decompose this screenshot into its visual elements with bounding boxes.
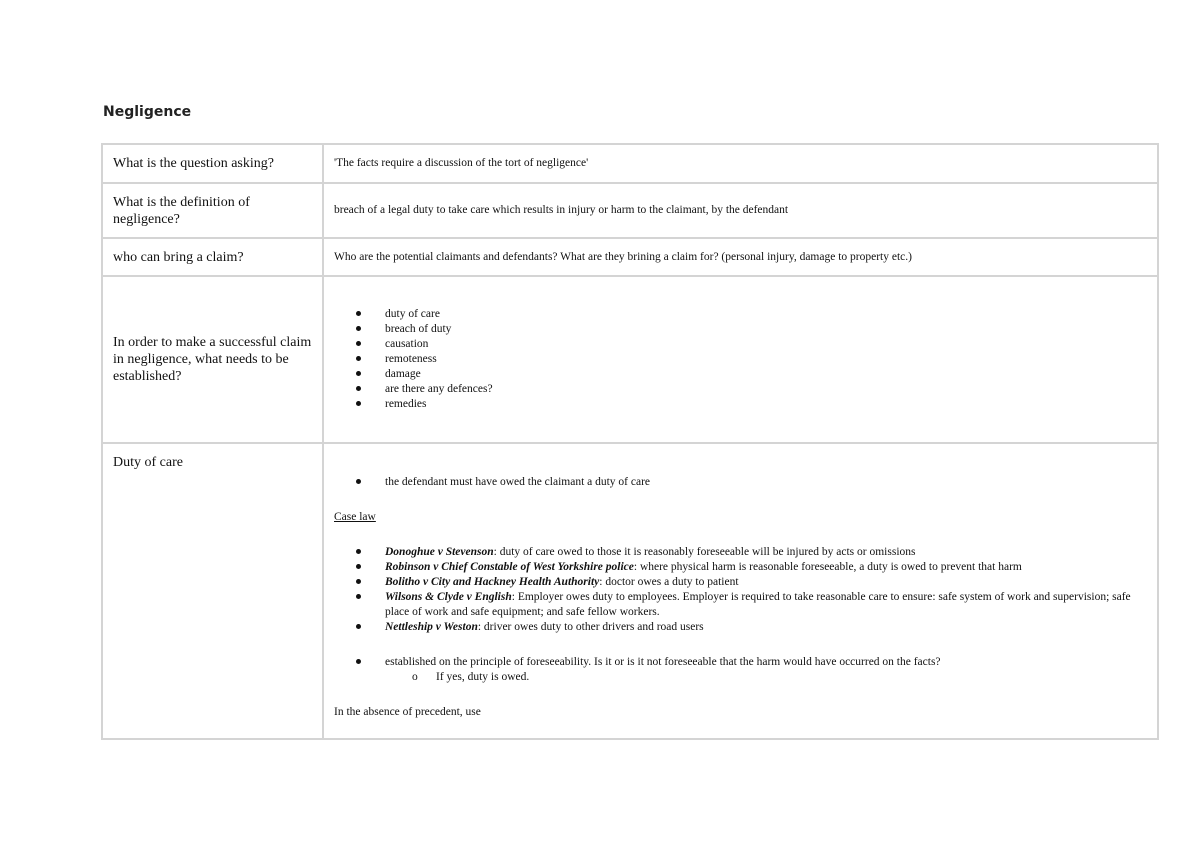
answer-cell: Who are the potential claimants and defendants? What are they brining a claim for? (personal injury, damage to property etc.) xyxy=(323,238,1158,276)
question-cell: What is the definition of negligence? xyxy=(102,183,323,238)
intro-list xyxy=(334,475,1147,490)
table-row xyxy=(102,183,1158,238)
list-item: causation xyxy=(356,337,1147,352)
negligence-table xyxy=(101,143,1159,740)
closing-text: In the absence of precedent, use xyxy=(334,706,481,718)
bullet-icon xyxy=(356,659,361,664)
elements-list xyxy=(334,307,1147,412)
list-item: remedies xyxy=(356,397,1147,412)
bullet-icon xyxy=(356,549,361,554)
list-item: Bolitho v City and Hackney Health Authority: doctor owes a duty to patient xyxy=(356,575,1147,590)
list-item: established on the principle of foreseeability. Is it or is it not foreseeable that the harm would have occurred on the facts? xyxy=(356,655,1147,670)
list-item: Nettleship v Weston: driver owes duty to other drivers and road users xyxy=(356,620,1147,635)
bullet-icon xyxy=(356,326,361,331)
table-row xyxy=(102,276,1158,443)
table-row xyxy=(102,144,1158,183)
question-cell: In order to make a successful claim in negligence, what needs to be established? xyxy=(102,276,323,443)
list-item: duty of care xyxy=(356,307,1147,322)
bullet-icon xyxy=(356,356,361,361)
bullet-icon xyxy=(356,386,361,391)
bullet-icon xyxy=(356,564,361,569)
list-item: breach of duty xyxy=(356,322,1147,337)
list-item: remoteness xyxy=(356,352,1147,367)
question-cell: Duty of care xyxy=(102,443,323,739)
list-item: are there any defences? xyxy=(356,382,1147,397)
answer-cell xyxy=(323,443,1158,739)
answer-cell: breach of a legal duty to take care which results in injury or harm to the claimant, by the defendant xyxy=(323,183,1158,238)
table-row xyxy=(102,443,1158,739)
table-row xyxy=(102,238,1158,276)
question-cell: who can bring a claim? xyxy=(102,238,323,276)
list-item: the defendant must have owed the claimant a duty of care xyxy=(356,475,1147,490)
bullet-icon xyxy=(356,371,361,376)
bullet-icon xyxy=(356,401,361,406)
bullet-icon xyxy=(356,624,361,629)
question-cell: What is the question asking? xyxy=(102,144,323,183)
principle-list xyxy=(334,655,1147,670)
circle-bullet-icon: o xyxy=(412,671,418,683)
answer-cell xyxy=(323,276,1158,443)
bullet-icon xyxy=(356,479,361,484)
list-item: Robinson v Chief Constable of West Yorkshire police: where physical harm is reasonable foreseeable, a duty is owed to prevent that harm xyxy=(356,560,1147,575)
case-law-label: Case law xyxy=(334,511,376,523)
answer-cell: 'The facts require a discussion of the tort of negligence' xyxy=(323,144,1158,183)
list-item: o If yes, duty is owed. xyxy=(412,671,530,683)
list-item: Wilsons & Clyde v English: Employer owes duty to employees. Employer is required to take reasonable care to ensure: safe system of work and supervision; safe place of work and safe equipment; and safe fellow workers. xyxy=(356,590,1147,620)
bullet-icon xyxy=(356,579,361,584)
bullet-icon xyxy=(356,341,361,346)
bullet-icon xyxy=(356,594,361,599)
list-item: Donoghue v Stevenson: duty of care owed to those it is reasonably foreseeable will be injured by acts or omissions xyxy=(356,545,1147,560)
list-item: damage xyxy=(356,367,1147,382)
page-title: Negligence xyxy=(103,104,192,120)
case-list xyxy=(334,545,1147,635)
bullet-icon xyxy=(356,311,361,316)
sub-list xyxy=(334,670,1147,685)
